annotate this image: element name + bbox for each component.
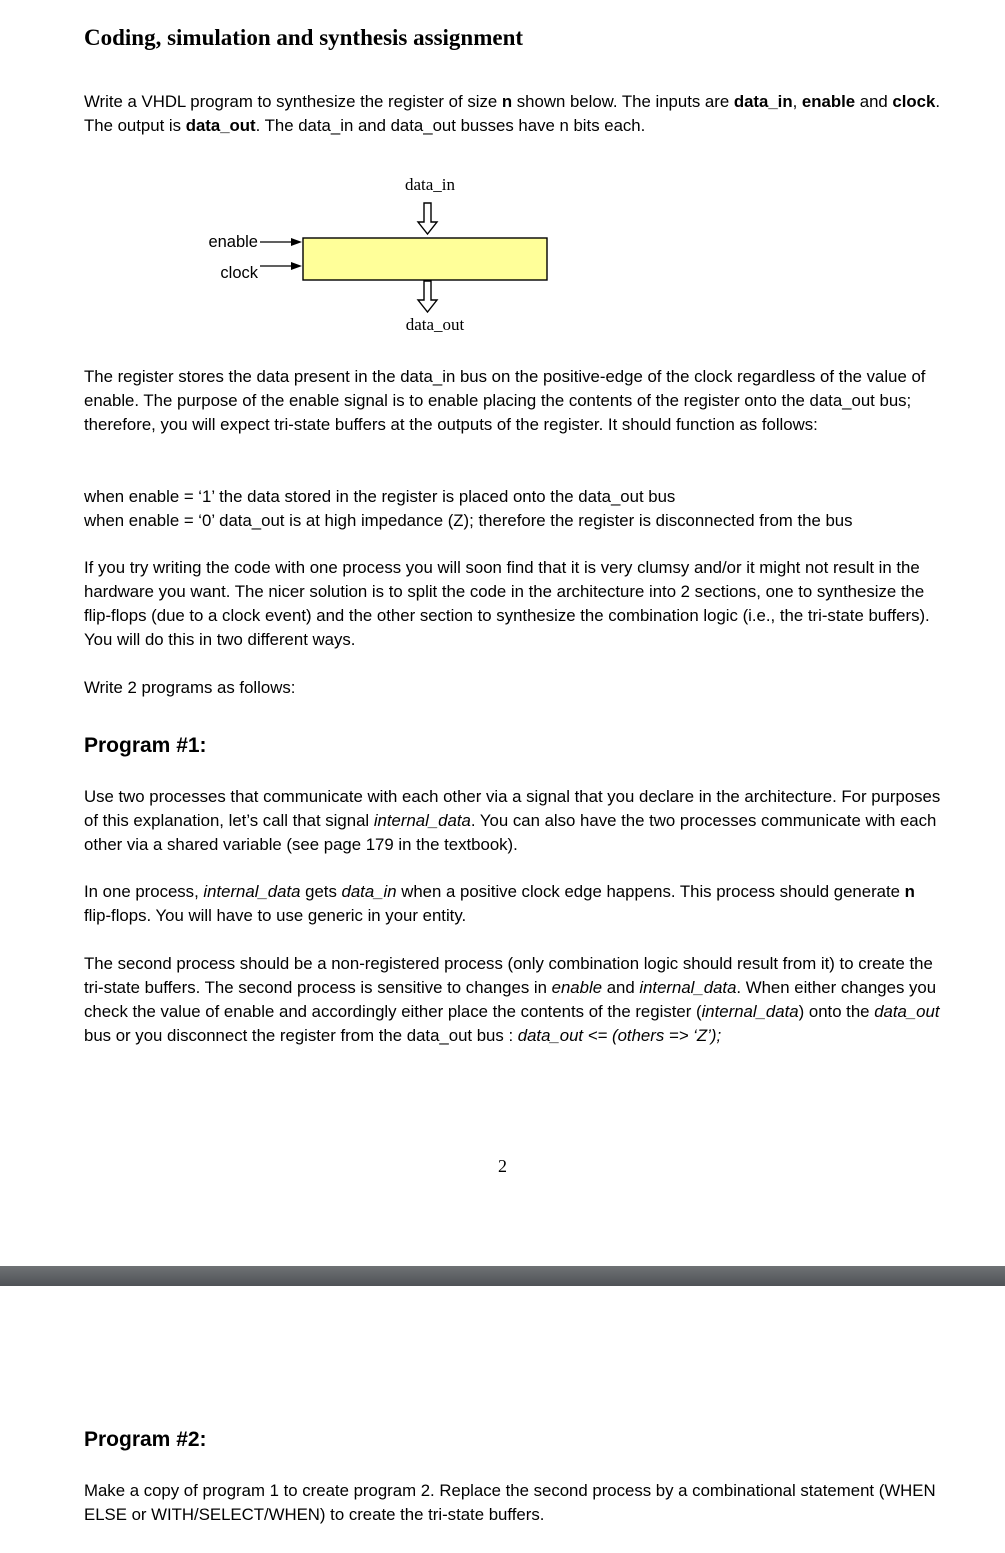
intro-data-in: data_in — [733, 92, 793, 111]
p2-text: In one process, — [84, 882, 204, 901]
enable-label: enable — [208, 233, 258, 251]
data-out-label: data_out — [405, 315, 465, 334]
enable-zero-rule: when enable = ‘0’ data_out is at high impedance (Z); therefore the register is disconnected from the bus — [84, 511, 853, 530]
p2-internal-data: internal_data — [203, 882, 301, 901]
program-2-heading: Program #2: — [84, 1428, 207, 1451]
p3-enable: enable — [551, 978, 603, 997]
p3-internal-data: internal_data — [639, 978, 737, 997]
p1-text: . You can also have the two processes communicate with each other via a shared variable (see page 179 in the textbook). — [84, 811, 937, 854]
p3-code: data_out <= (others => ‘Z’); — [517, 1026, 722, 1045]
register-description: The register stores the data present in the data_in bus on the positive-edge of the clock regardless of the value of enable. The purpose of the enable signal is to enable placing the contents of the register onto the data_out bus; therefore, you will expect tri-state buffers at the outputs of the register. It should function as follows: — [84, 367, 926, 434]
page-number: 2 — [498, 1156, 507, 1176]
intro-text: . The output is — [84, 92, 941, 135]
p3-text: and — [602, 978, 640, 997]
register-box — [303, 238, 547, 280]
program-1-paragraph-3 — [84, 952, 944, 1048]
write-two-programs: Write 2 programs as follows: — [84, 678, 296, 697]
p2-text: flip-flops. You will have to use generic in your entity. — [84, 906, 467, 925]
program-1-paragraph-1 — [84, 785, 944, 857]
p2-text: gets — [300, 882, 342, 901]
program-2-paragraph: Make a copy of program 1 to create program 2. Replace the second process by a combinational statement (WHEN ELSE or WITH/SELECT/WHEN) to create the tri-state buffers. — [84, 1481, 936, 1524]
process-paragraph: If you try writing the code with one process you will soon find that it is very clumsy and/or it might not result in the hardware you want. The nicer solution is to split the code in the architecture into 2 sections, one to synthesize the flip-flops (due to a clock event) and the other section to synthesize the combination logic (i.e., the tri-state buffers). You will do this in two different ways. — [84, 558, 930, 649]
p2-data-in: data_in — [341, 882, 397, 901]
intro-enable: enable — [801, 92, 856, 111]
data-in-label: data_in — [404, 175, 456, 194]
enable-one-rule: when enable = ‘1’ the data stored in the register is placed onto the data_out bus — [84, 487, 676, 506]
p1-text: Use two processes that communicate with each other via a signal that you declare in the architecture. For purposes of this explanation, let’s call that signal — [84, 787, 941, 830]
clock-label: clock — [220, 264, 258, 282]
document-title: Coding, simulation and synthesis assignment — [84, 25, 524, 50]
p3-internal-data: internal_data — [701, 1002, 799, 1021]
page-separator — [0, 1266, 1005, 1286]
p2-text: when a positive clock edge happens. This process should generate — [396, 882, 905, 901]
intro-text: , — [792, 92, 802, 111]
p2-n: n — [904, 882, 915, 901]
intro-text: Write a VHDL program to synthesize the register of size — [84, 92, 502, 111]
data-out-arrow-icon — [418, 281, 437, 312]
p3-text: . When either changes you check the value of enable and accordingly either place the contents of the register ( — [84, 978, 937, 1021]
intro-text: . The data_in and data_out busses have n bits each. — [255, 116, 646, 135]
intro-clock: clock — [892, 92, 936, 111]
intro-paragraph — [84, 90, 944, 138]
intro-n: n — [501, 92, 513, 111]
program-1-heading: Program #1: — [84, 734, 207, 757]
clock-arrow-icon — [260, 262, 302, 270]
intro-text: shown below. The inputs are — [512, 92, 734, 111]
intro-data-out: data_out — [185, 116, 256, 135]
p3-text: bus or you disconnect the register from the data_out bus : — [84, 1026, 518, 1045]
enable-arrow-icon — [260, 238, 302, 246]
page-2 — [0, 1286, 1005, 1553]
p3-data-out: data_out — [874, 1002, 940, 1021]
p3-text: ) onto the — [798, 1002, 875, 1021]
p1-internal-data: internal_data — [373, 811, 471, 830]
p3-text: The second process should be a non-registered process (only combination logic should result from it) to create the tri-state buffers. The second process is sensitive to changes in — [84, 954, 933, 997]
register-diagram — [0, 160, 1005, 345]
data-in-arrow-icon — [418, 203, 437, 234]
intro-text: and — [855, 92, 893, 111]
program-1-paragraph-2 — [84, 880, 944, 928]
